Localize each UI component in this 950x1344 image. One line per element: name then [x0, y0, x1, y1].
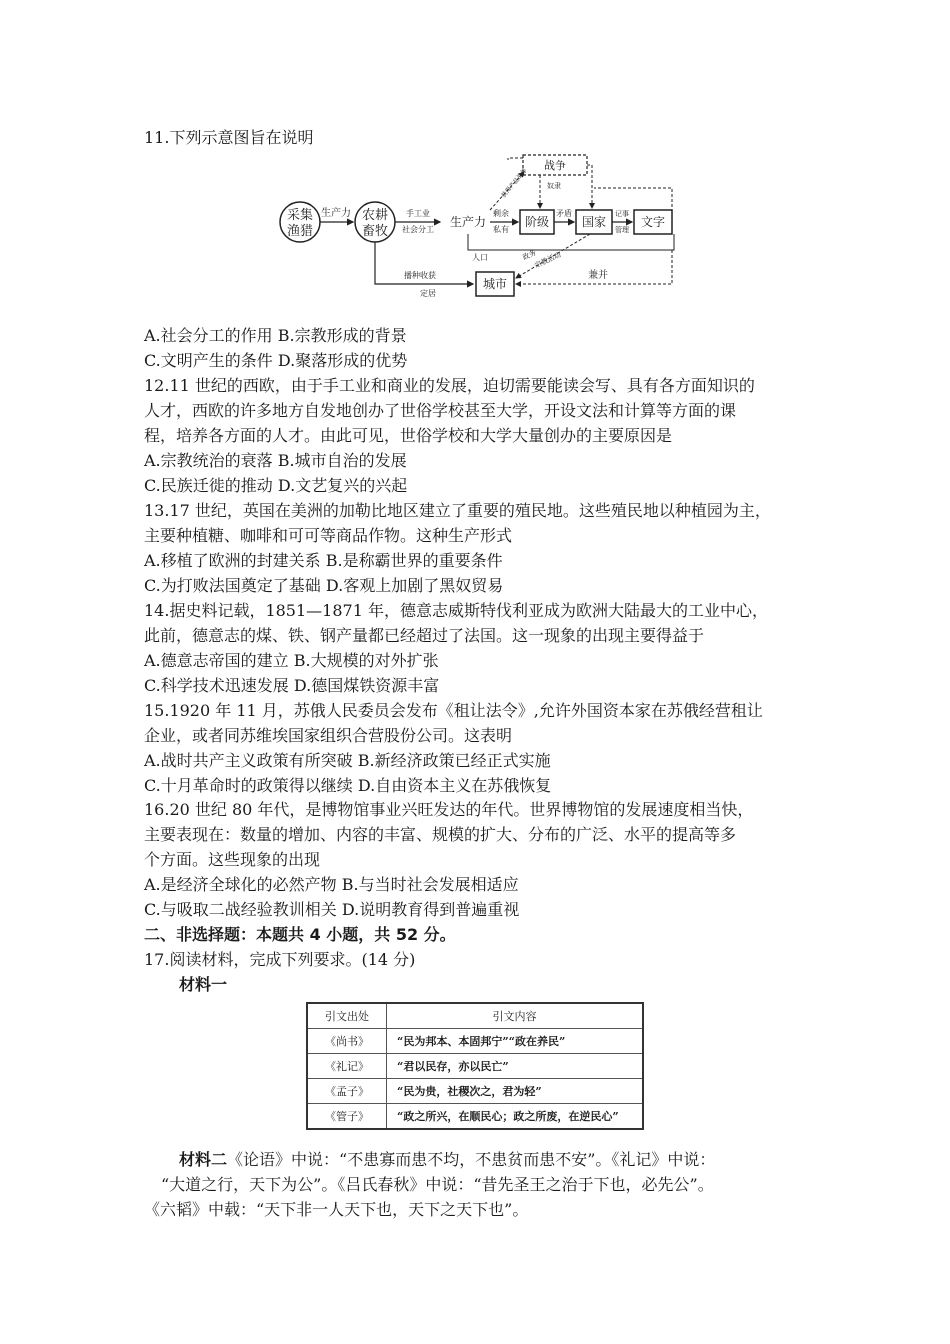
label-shengchanli-2: 生产力 [449, 215, 487, 229]
q16-line3: 个方面。这些现象的出现 [144, 850, 321, 869]
label-huode: 获得产品战俘 [500, 167, 529, 200]
label-zongjiao: 宗教活动 [533, 250, 563, 270]
q13-options-cd: C.为打败法国奠定了基础 D.客观上加剧了黑奴贸易 [144, 576, 504, 595]
label-maodun: 矛盾 [556, 209, 572, 218]
q12-options-ab: A.宗教统治的衰落 B.城市自治的发展 [144, 451, 407, 470]
label-xumu: 畜牧 [361, 224, 389, 239]
civilization-diagram [268, 150, 688, 310]
label-guanli: 管理 [615, 226, 629, 234]
q14-options-ab: A.德意志帝国的建立 B.大规模的对外扩张 [144, 651, 439, 670]
q14-options-cd: C.科学技术迅速发展 D.德国煤铁资源丰富 [144, 676, 440, 695]
label-nonggeng: 农耕 [361, 208, 389, 223]
header-source: 引文出处 [307, 1003, 387, 1029]
cell-content: “民为贵，社稷次之，君为轻” [387, 1079, 644, 1104]
table-row [307, 1104, 643, 1130]
q12-line1: 12.11 世纪的西欧，由于手工业和商业的发展，迫切需要能读会写、具有各方面知识的 [144, 376, 755, 395]
material2-text1: 《论语》中说：“不患寡而患不均，不患贫而患不安”。《礼记》中说： [227, 1150, 716, 1169]
label-siyou: 私有 [493, 225, 509, 234]
label-jieji: 阶级 [524, 215, 550, 229]
label-zhanzheng: 战争 [544, 159, 566, 172]
q15-line1: 15.1920 年 11 月，苏俄人民委员会发布《租让法令》,允许外国资本家在苏俄经营租让 [144, 701, 763, 720]
q11-stem: 11.下列示意图旨在说明 [144, 128, 314, 147]
cell-source: 《尚书》 [307, 1029, 387, 1054]
q13-line2: 主要种植糖、咖啡和可可等商品作物。这种生产形式 [144, 526, 513, 545]
q13-line1: 13.17 世纪，英国在美洲的加勒比地区建立了重要的殖民地。这些殖民地以种植园为主， [144, 501, 771, 520]
q15-options-cd: C.十月革命时的政策得以继续 D.自由资本主义在苏俄恢复 [144, 776, 552, 795]
label-chengshi: 城市 [482, 277, 508, 291]
table-header-row [307, 1003, 643, 1029]
label-nuli: 奴隶 [547, 182, 561, 190]
q12-line2: 人才，西欧的许多地方自发地创办了世俗学校甚至大学，开设文法和计算等方面的课 [144, 401, 737, 420]
label-renkou: 人口 [472, 253, 488, 262]
cell-source: 《礼记》 [307, 1054, 387, 1079]
material2-line2: “大道之行，天下为公”。《吕氏春秋》中说：“昔先圣王之治于下也，必先公”。 [161, 1175, 714, 1194]
table-row [307, 1079, 643, 1104]
table-row [307, 1029, 643, 1054]
cell-content: “政之所兴，在顺民心；政之所废，在逆民心” [387, 1104, 644, 1130]
label-caiji: 采集 [286, 208, 314, 223]
label-zhengwu: 政务 [521, 248, 538, 262]
q16-options-ab: A.是经济全球化的必然产物 B.与当时社会发展相适应 [144, 875, 519, 894]
q14-line1: 14.据史料记载，1851—1871 年，德意志威斯特伐利亚成为欧洲大陆最大的工业中心， [144, 601, 768, 620]
label-dingju: 定居 [420, 289, 436, 298]
cell-source: 《管子》 [307, 1104, 387, 1130]
header-content: 引文内容 [387, 1003, 644, 1029]
q15-line2: 企业，或者同苏维埃国家组织合营股份公司。这表明 [144, 726, 513, 745]
cell-source: 《孟子》 [307, 1079, 387, 1104]
material2-label: 材料二 [179, 1150, 228, 1169]
label-shehuifengong: 社会分工 [402, 225, 434, 234]
q13-options-ab: A.移植了欧洲的封建关系 B.是称霸世界的重要条件 [144, 551, 503, 570]
section2-heading: 二、非选择题：本题共 4 小题，共 52 分。 [144, 925, 456, 944]
label-shengchanli-1: 生产力 [321, 208, 351, 219]
material1-label: 材料一 [179, 975, 228, 994]
label-bozhong: 播种收获 [404, 271, 436, 280]
material2-line1 [179, 1150, 715, 1170]
q16-line2: 主要表现在：数量的增加、内容的丰富、规模的扩大、分布的广泛、水平的提高等多 [144, 825, 737, 844]
label-shougongye: 手工业 [406, 209, 430, 218]
label-jianbing: 兼并 [588, 270, 608, 281]
label-shengyu: 剩余 [493, 209, 509, 218]
cell-content: “民为邦本、本固邦宁”“政在养民” [387, 1029, 644, 1054]
q17-stem: 17.阅读材料，完成下列要求。(14 分) [144, 950, 416, 969]
q12-line3: 程，培养各方面的人才。由此可见，世俗学校和大学大量创办的主要原因是 [144, 426, 673, 445]
label-yulie: 渔猎 [286, 224, 314, 239]
q11-options-ab: A.社会分工的作用 B.宗教形成的背景 [144, 326, 407, 345]
label-guojia: 国家 [581, 215, 607, 229]
label-jishi: 记事 [615, 210, 629, 218]
q11-options-cd: C.文明产生的条件 D.聚落形成的优势 [144, 351, 408, 370]
material1-table [306, 1002, 644, 1130]
q15-options-ab: A.战时共产主义政策有所突破 B.新经济政策已经正式实施 [144, 751, 551, 770]
cell-content: “君以民存，亦以民亡” [387, 1054, 644, 1079]
label-wenzi: 文字 [640, 215, 666, 229]
table-row [307, 1054, 643, 1079]
q12-options-cd: C.民族迁徙的推动 D.文艺复兴的兴起 [144, 476, 408, 495]
material2-line3: 《六韬》中载：“天下非一人天下也，天下之天下也”。 [144, 1200, 529, 1219]
q14-line2: 此前，德意志的煤、铁、钢产量都已经超过了法国。这一现象的出现主要得益于 [144, 626, 705, 645]
q16-options-cd: C.与吸取二战经验教训相关 D.说明教育得到普遍重视 [144, 900, 520, 919]
q16-line1: 16.20 世纪 80 年代，是博物馆事业兴旺发达的年代。世界博物馆的发展速度相当快， [144, 800, 754, 819]
